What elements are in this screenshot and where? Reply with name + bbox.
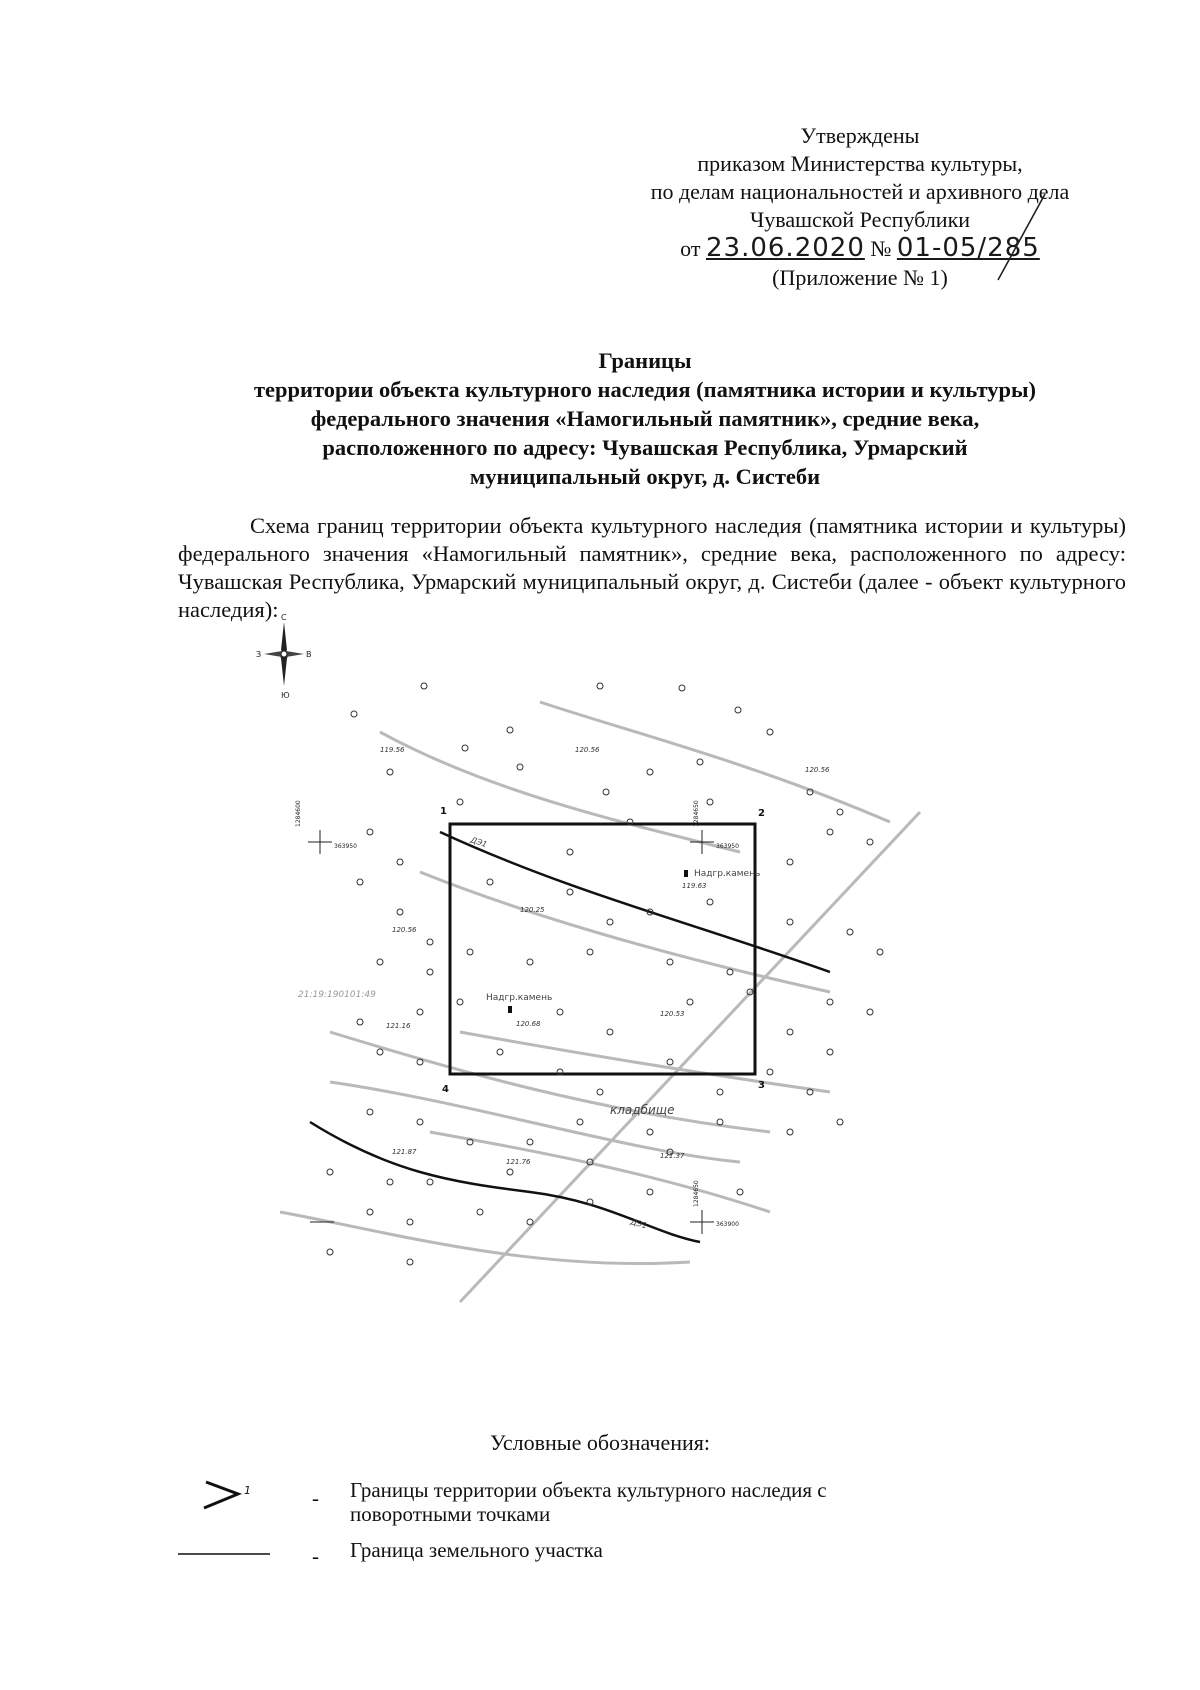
gravestone-icons <box>508 870 688 1013</box>
tree-marker <box>679 685 685 691</box>
coord-x-2: 363950 <box>716 843 739 850</box>
tree-marker <box>367 829 373 835</box>
tree-marker <box>367 1109 373 1115</box>
tree-marker <box>397 909 403 915</box>
tree-marker <box>737 1189 743 1195</box>
approval-number: 01-05/285 <box>896 233 1040 263</box>
signature-stroke <box>990 192 1050 282</box>
appendix-label: (Приложение № 1) <box>772 265 948 290</box>
coord-y-1: 1284600 <box>295 800 302 827</box>
elevation-mark: 119.63 <box>682 882 707 890</box>
tree-marker <box>687 999 693 1005</box>
tree-marker <box>517 764 523 770</box>
tree-marker <box>527 1219 533 1225</box>
tree-marker <box>707 799 713 805</box>
tree-marker <box>427 1179 433 1185</box>
tree-marker <box>607 919 613 925</box>
elevation-mark: 121.76 <box>506 1158 531 1166</box>
tree-marker <box>417 1119 423 1125</box>
tree-marker <box>377 959 383 965</box>
tree-marker <box>767 1069 773 1075</box>
tree-marker <box>497 1049 503 1055</box>
road-label: ДЭ1 <box>469 835 489 850</box>
tree-marker <box>867 1009 873 1015</box>
boundary-turning-point-icon <box>190 1478 290 1518</box>
tree-marker <box>607 1029 613 1035</box>
tree-marker <box>837 1119 843 1125</box>
tree-marker <box>407 1259 413 1265</box>
boundary-scheme-map <box>256 613 990 1332</box>
elevation-mark: 121.37 <box>660 1152 685 1160</box>
road-label: ДЭ1 <box>629 1217 649 1231</box>
tree-marker <box>837 809 843 815</box>
turning-point-4: 4 <box>442 1084 449 1095</box>
legend-dash: - <box>312 1544 319 1568</box>
tree-marker <box>527 959 533 965</box>
tree-marker <box>697 759 703 765</box>
coord-x-1: 363950 <box>334 843 357 850</box>
tree-marker <box>603 789 609 795</box>
coord-x-3: 363900 <box>716 1221 739 1228</box>
tree-marker <box>457 999 463 1005</box>
approval-block <box>600 122 1120 292</box>
parcel-cadastral-number: 21:19:190101:49 <box>298 990 376 1000</box>
tree-marker <box>377 1049 383 1055</box>
coord-y-2: 1284650 <box>693 800 700 827</box>
tree-marker <box>647 1189 653 1195</box>
turning-point-3: 3 <box>758 1080 765 1091</box>
tree-marker <box>477 1209 483 1215</box>
tree-marker <box>357 1019 363 1025</box>
approval-heading: Утверждены <box>800 123 920 148</box>
title-line-1: Границы <box>598 348 692 373</box>
tree-marker <box>427 969 433 975</box>
tree-marker <box>787 919 793 925</box>
tree-marker <box>787 859 793 865</box>
elevation-mark: 120.25 <box>520 906 545 914</box>
tree-marker <box>587 949 593 955</box>
intro-paragraph: Схема границ территории объекта культурного наследия (памятника истории и культуры) федерального значения «Намогильный памятник», средние века, расположенного по адресу: Чувашская Республика, Урмарский муниципальный округ, д. Систеби (далее - объект культурного наследия): <box>178 513 1126 622</box>
elevation-mark: 121.16 <box>386 1022 411 1030</box>
tree-marker <box>467 949 473 955</box>
tree-marker <box>787 1129 793 1135</box>
tree-marker <box>507 727 513 733</box>
tree-marker <box>387 769 393 775</box>
approval-republic: Чувашской Республики <box>749 207 971 232</box>
tree-marker <box>527 1139 533 1145</box>
elevation-mark: 119.56 <box>380 746 405 754</box>
title-line-4: расположенного по адресу: Чувашская Республика, Урмарский <box>322 435 968 460</box>
tree-marker <box>597 1089 603 1095</box>
compass-w: З <box>256 650 262 659</box>
tree-marker <box>667 1059 673 1065</box>
from-label: от <box>680 236 701 261</box>
number-label: № <box>870 236 892 261</box>
gravestone-label: Надгр.камень <box>694 869 761 879</box>
tree-marker <box>735 707 741 713</box>
tree-markers <box>327 683 883 1265</box>
elevation-mark: 120.53 <box>660 1010 685 1018</box>
document-title <box>160 346 1130 491</box>
tree-marker <box>507 1169 513 1175</box>
tree-marker <box>787 1029 793 1035</box>
contour-lines <box>280 702 890 1264</box>
tree-marker <box>327 1249 333 1255</box>
compass-e: В <box>306 650 312 659</box>
tree-marker <box>427 939 433 945</box>
tree-marker <box>397 859 403 865</box>
tree-marker <box>647 769 653 775</box>
elevation-mark: 120.56 <box>392 926 417 934</box>
tree-marker <box>847 929 853 935</box>
tree-marker <box>597 683 603 689</box>
tree-marker <box>351 711 357 717</box>
legend-dash: - <box>312 1486 319 1510</box>
legend-item-land-parcel <box>190 1538 950 1572</box>
compass-s: Ю <box>281 691 290 700</box>
gravestone-label: Надгр.камень <box>486 993 553 1003</box>
tree-marker <box>827 999 833 1005</box>
title-line-2: территории объекта культурного наследия (памятника истории и культуры) <box>253 377 1037 402</box>
legend-text: Граница земельного участка <box>350 1538 603 1562</box>
tree-marker <box>327 1169 333 1175</box>
elevation-mark: 120.68 <box>516 1020 541 1028</box>
tree-marker <box>407 1219 413 1225</box>
tree-marker <box>367 1209 373 1215</box>
legend-item-territory-boundary <box>190 1478 950 1534</box>
tree-marker <box>767 729 773 735</box>
approval-date: 23.06.2020 <box>706 233 865 263</box>
turning-point-1: 1 <box>440 806 447 817</box>
approval-order: приказом Министерства культуры, <box>697 151 1023 176</box>
tree-marker <box>457 799 463 805</box>
legend-title: Условные обозначения: <box>489 1430 711 1455</box>
title-line-3: федерального значения «Намогильный памятник», средние века, <box>310 406 980 431</box>
tree-marker <box>417 1009 423 1015</box>
legend-text: Границы территории объекта культурного наследия с поворотными точками <box>350 1478 827 1526</box>
tree-marker <box>487 879 493 885</box>
tree-marker <box>357 879 363 885</box>
compass-rose-icon <box>256 613 312 700</box>
tree-marker <box>667 959 673 965</box>
legend-point-number: 1 <box>244 1484 251 1497</box>
tree-marker <box>877 949 883 955</box>
approval-ministry: по делам национальностей и архивного дела <box>650 179 1070 204</box>
tree-marker <box>387 1179 393 1185</box>
tree-marker <box>717 1089 723 1095</box>
elevation-mark: 120.56 <box>575 746 600 754</box>
tree-marker <box>557 1009 563 1015</box>
tree-marker <box>867 839 873 845</box>
tree-marker <box>462 745 468 751</box>
tree-marker <box>567 889 573 895</box>
land-parcel-line-icon <box>178 1542 278 1582</box>
elevation-mark: 121.87 <box>392 1148 417 1156</box>
tree-marker <box>567 849 573 855</box>
cemetery-label: кладбище <box>610 1103 675 1117</box>
coordinate-crosses <box>308 830 714 1234</box>
tree-marker <box>827 1049 833 1055</box>
coord-y-3: 1284650 <box>693 1180 700 1207</box>
tree-marker <box>647 1129 653 1135</box>
turning-point-2: 2 <box>758 808 765 819</box>
tree-marker <box>421 683 427 689</box>
tree-marker <box>577 1119 583 1125</box>
tree-marker <box>707 899 713 905</box>
tree-marker <box>827 829 833 835</box>
compass-n: С <box>281 613 287 622</box>
elevation-mark: 120.56 <box>805 766 830 774</box>
title-line-5: муниципальный округ, д. Систеби <box>469 464 821 489</box>
